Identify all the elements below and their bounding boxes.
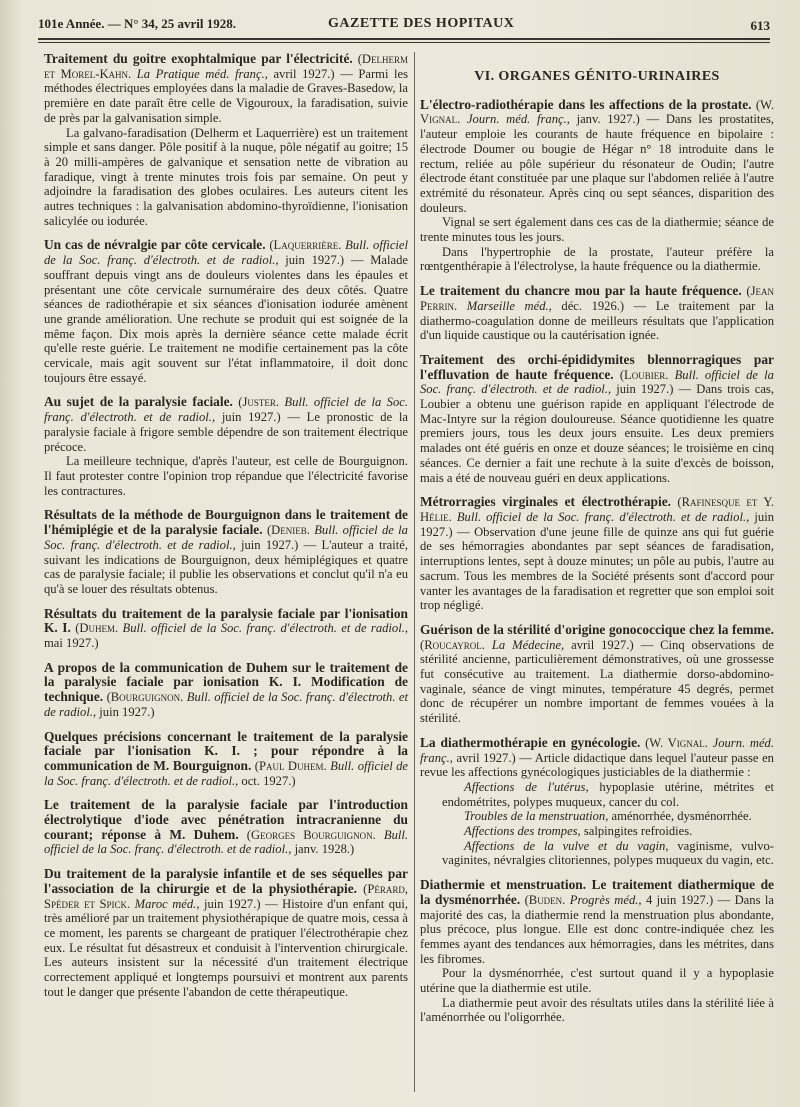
article-title: Traitement du goitre exophtalmique par l'électricité. xyxy=(44,51,353,66)
article-paragraph: — Dans la majorité des cas, la diathermie rend la menstruation plus abondante, plus précoce, plus longue. Elle est donc contre-indiquée chez les femmes ayant des tendances aux hémorragies, dans les métrites, dans les fibromes. xyxy=(420,892,774,966)
article-authors: (W. Vignal. xyxy=(420,97,774,127)
article-lead xyxy=(420,495,774,613)
list-item-label: Affections des trompes, xyxy=(464,824,581,839)
article-paragraph: La galvano-faradisation (Delherm et Laquerrière) est un traitement simple et sans danger. Pôle positif à la nuque, pôle négatif au goitre; 15 à 20 milli-ampères de galvanique et sensation nette de vibration au faradique, vingt à trente minutes trois fois par semaine. On peut y adjoindre la faradisation des globes oculaires. Les auteurs citent les autres techniques : la galvanisation abdomino-thyroïdienne, l'ionisation salicylée ou iodurée. xyxy=(44,125,408,228)
article xyxy=(44,508,408,596)
list-item xyxy=(420,824,774,839)
article-title: Au sujet de la paralysie faciale. xyxy=(44,394,233,410)
article-date: avril 1927.) xyxy=(273,66,335,81)
article-journal: Marseille méd., xyxy=(466,298,552,313)
article-date: juin 1927.) xyxy=(420,509,774,539)
article-authors: (Buden. xyxy=(524,892,566,907)
article-paragraph: — Histoire d'un enfant qui, très amélioré par un traitement physiothérapique de quatre mois, cessa à ce moment, les parents se chargeant de pratiquer l'électrothérapie chez eux. Le résultat fut désastreux et conduisit à l'intervention chirurgicale. Les auteurs insistent sur la nécessité d'un traitement électrique correctement appliqué et longtemps poursuivi et montrent aux parents tout le danger que présente l'abandon de cette thérapeutique. xyxy=(44,896,408,999)
article-lead xyxy=(44,798,408,857)
article-title: Le traitement de la paralysie faciale par l'introduction électrolytique d'iode avec pénétration intracranienne du courant; réponse à M. Duhem. xyxy=(44,797,408,842)
article-paragraph: Dans l'hypertrophie de la prostate, l'auteur préfère la rœntgenthérapie à l'électrolyse, la haute fréquence ou la diathermie. xyxy=(420,244,774,274)
article-date: mai 1927.) xyxy=(44,636,99,651)
article-lead xyxy=(44,395,408,454)
list-item-label: Affections de la vulve et du vagin, xyxy=(464,838,669,853)
article-lead xyxy=(420,623,774,726)
article-journal: La Pratique méd. franç., xyxy=(136,66,268,81)
issue-line: 101e Année. — N° 34, 25 avril 1928. xyxy=(38,16,237,31)
article-authors: (Rafinesque et Y. Hélie. xyxy=(420,495,774,524)
article xyxy=(44,52,408,228)
journal-title: GAZETTE DES HOPITAUX xyxy=(328,16,515,31)
article-paragraph: Vignal se sert également dans ces cas de la diathermie; séance de trente minutes tous les jours. xyxy=(420,215,774,245)
list-item xyxy=(420,780,774,809)
article-paragraph: — Le traitement par la diathermo-coagulation donne de meilleurs résultats que l'application d'un liquide caustique ou la cautérisation ignée. xyxy=(420,298,774,343)
article-authors: (Paul Duhem. xyxy=(254,758,327,773)
article-date: juin 1927.) xyxy=(616,382,674,397)
article xyxy=(420,284,774,343)
article-journal: Bull. officiel de la Soc. franç. d'électroth. et de radiol., xyxy=(44,395,408,425)
article-paragraph: — Le pronostic de la paralysie faciale à frigore semble dépendre de son traitement électrique précoce. xyxy=(44,410,408,454)
list-item-text: vaginisme, vulvo-vaginites, névralgies clitoriennes, polypes muqueux du vagin, etc. xyxy=(442,838,775,868)
article-authors: (Bourguignon. xyxy=(106,690,184,705)
article-lead xyxy=(44,52,408,126)
article-authors: (Laquerrière. xyxy=(269,238,342,253)
article xyxy=(420,878,774,1025)
article-journal: Bull. officiel de la Soc. franç. d'électroth. et de radiol., xyxy=(420,367,774,397)
article-authors: (Delherm et Morel-Kahn. xyxy=(44,52,408,81)
article xyxy=(44,661,408,720)
article-lead xyxy=(420,878,774,966)
article-date: juin 1927.) xyxy=(241,537,299,552)
article-journal: Bull. officiel de la Soc. franç. d'électroth. et de radiol., xyxy=(44,523,408,552)
article-authors: (Jean Perrin. xyxy=(420,284,774,313)
article-lead xyxy=(420,98,774,216)
article-journal: Progrès méd., xyxy=(569,892,642,907)
article-date: déc. 1926.) xyxy=(561,298,625,313)
article-paragraph: — Observation d'une jeune fille de quinze ans qui fut guérie de ses hémorragies abondantes par sept séances de faradisation, interruptions lentes, sept à douze minutes; un pôle au pubis, l'autre au sacrum. Tous les membres de la Société présents sont d'accord pour vanter les avantages de la faradisation et regretter que son emploi soit trop négligé. xyxy=(420,524,774,613)
article-authors: (Juster. xyxy=(238,395,280,410)
article-date: avril 1927.) xyxy=(456,750,516,765)
column-divider xyxy=(414,52,415,1092)
article-paragraph: — Dans trois cas, Loubier a obtenu une guérison rapide en appliquant l'électrode de Mac-Intyre sur la région douloureuse. Séance quotidienne les quatre premiers jours, tous les deux jours ensuite. Les deux premiers malades ont été guéris en onze et douze séances; le troisième en cinq séances. Ce dernier a fait une rechute à la suite d'excès de boisson, mais a été de nouveau guéri en deux applications. xyxy=(420,382,774,485)
article-lead xyxy=(44,508,408,596)
article xyxy=(44,867,408,999)
article-paragraph: — Malade souffrant depuis vingt ans de douleurs violentes dans les épaules et présentant une côte cervicale surnuméraire des deux côtés. Quatre séances de radiothérapie et six séances d'ionisation iodurée amènent une grande amélioration. Une rechute se produit qui est soignée de la même façon. Dix mois après la dernière séance cette malade écrit qu'elle reste guérie. Le traitement ne modifie certainement pas la côte cervicale, mais agit souvent sur l'état inflammatoire, il doit donc toujours être essayé. xyxy=(44,253,408,385)
article-paragraph: Pour la dysménorrhée, c'est surtout quand il y a hypoplasie utérine que la diathermie est utile. xyxy=(420,966,774,996)
article-paragraph: — Parmi les méthodes électriques employées dans la maladie de Graves-Basedow, la première en date paraît être celle de Vigouroux, la faradisation, suivie de près par la galvanisation simple. xyxy=(44,66,409,125)
article-authors: (Loubier. xyxy=(619,367,669,382)
article-title: Diathermie et menstruation. Le traitement diathermique de la dysménorrhée. xyxy=(420,877,774,907)
article-paragraph: — Cinq observations de stérilité ancienne, particulièrement démonstratives, où une grossesse fut consécutive au traitement. La diathermie dorso-abdomino-vaginale, séance de vingt minutes, température 45 degrés, permet donc de récupérer un nombre important de femmes vouées à la stérilité. xyxy=(420,637,775,726)
header-rule-thin xyxy=(38,42,770,43)
article-journal: Bull. officiel de la Soc. franç. d'électroth. et de radiol., xyxy=(44,238,408,268)
article xyxy=(44,238,408,385)
article-journal: Journ. méd. franç., xyxy=(420,735,774,765)
article-paragraph: La meilleure technique, d'après l'auteur, est celle de Bourguignon. Il faut protester contre l'opinion trop répandue que l'électricité favorise les contractures. xyxy=(44,454,408,498)
article-journal: Maroc méd., xyxy=(134,896,200,911)
article xyxy=(44,607,408,651)
page-header xyxy=(38,14,770,36)
list-item-text: aménorrhée, dysménorrhée. xyxy=(608,809,752,824)
article xyxy=(420,623,774,726)
list-item xyxy=(420,809,774,824)
article xyxy=(420,353,774,485)
article-lead xyxy=(420,284,774,343)
article-paragraph: — Dans les prostatites, l'auteur emploie les courants de haute fréquence en bipolaire : électrode Doumer ou bougie de Hégar n° 18 introduite dans le rectum, reliée au pôle supérieur du résonateur de Oudin; l'autre électrode étant constituée par une plaque sur l'abdomen reliée à l'autre extrémité du résonateur. Après cinq ou sept séances, disparition des douleurs. xyxy=(420,112,775,215)
article-title: Guérison de la stérilité d'origine gonococcique chez la femme. xyxy=(420,621,774,637)
article xyxy=(44,395,408,498)
article-journal: Bull. officiel de la Soc. franç. d'électroth. et de radiol., xyxy=(122,621,409,636)
article-authors: (Georges Bourguignon. xyxy=(246,827,376,842)
article-paragraph: — Article didactique dans lequel l'auteur passe en revue les affections gynécologiques justiciables de la diathermie : xyxy=(420,750,774,780)
article-date: janv. 1927.) xyxy=(576,112,640,127)
article-journal: Bull. officiel de la Soc. franç. d'électroth. et de radiol., xyxy=(44,690,408,719)
article-title: Métrorragies virginales et électrothérapie. xyxy=(420,494,671,510)
article-authors: (W. Vignal. xyxy=(645,735,708,750)
article-title: Du traitement de la paralysie infantile et de ses séquelles par l'association de la chirurgie et de la physiothérapie. xyxy=(44,866,408,896)
article-title: Quelques précisions concernant le traitement de la paralysie faciale par l'ionisation K. I. ; pour répondre à la communication de M. Bourguignon. xyxy=(44,728,408,773)
article-paragraph: La diathermie peut avoir des résultats utiles dans la stérilité liée à l'aménorrhée ou l'oligorrhée. xyxy=(420,995,774,1025)
article-lead xyxy=(44,607,408,651)
article-authors: (Denieb. xyxy=(266,523,310,538)
article-title: Un cas de névralgie par côte cervicale. xyxy=(44,237,266,253)
list-item-text: salpingites refroidies. xyxy=(580,824,693,839)
article-date: juin 1927.) xyxy=(285,253,345,268)
right-articles xyxy=(420,98,774,1025)
article-title: Le traitement du chancre mou par la haute fréquence. xyxy=(420,283,742,299)
right-column xyxy=(420,52,774,1035)
article-authors: (Pérard, Spéder et Spick. xyxy=(44,881,408,911)
page-number: 613 xyxy=(750,18,770,33)
article-lead xyxy=(44,661,408,720)
article xyxy=(420,98,774,274)
article-date: 4 juin 1927.) xyxy=(645,892,714,907)
list-item-label: Troubles de la menstruation, xyxy=(464,809,609,824)
article-lead xyxy=(420,736,774,780)
article-date: juin 1927.) xyxy=(203,896,261,911)
article-journal: Bull. officiel de la Soc. franç. d'électroth. et de radiol., xyxy=(44,827,409,857)
article-lead xyxy=(44,730,408,789)
article-title: La diathermothérapie en gynécologie. xyxy=(420,734,641,750)
article-paragraph: — L'auteur a traité, suivant les indications de Bourguignon, deux hémiplégiques et quatre cas de paralysie faciale; il publie les observations et conclut qu'il n'a eu qu'à se louer des résultats obtenus. xyxy=(44,537,408,596)
article-journal: Bull. officiel de la Soc. franç. d'électroth. et de radiol., xyxy=(44,758,409,788)
article-date: avril 1927.) xyxy=(571,637,634,652)
article xyxy=(420,736,774,868)
article-title: Traitement des orchi-épididymites blennorragiques par l'effluvation de haute fréquence. xyxy=(420,351,774,382)
article-authors: (Roucayrol. xyxy=(420,637,485,652)
article-date: juin 1927.) xyxy=(99,704,155,719)
article-title: Résultats de la méthode de Bourguignon dans le traitement de l'hémiplégie et de la paralysie faciale. xyxy=(44,507,408,538)
article-journal: Journ. méd. franç., xyxy=(466,112,570,127)
article-journal: La Médecine, xyxy=(491,637,565,652)
article-authors: (Duhem. xyxy=(75,621,119,636)
article-lead xyxy=(420,353,774,485)
list-item xyxy=(420,839,774,868)
header-rule xyxy=(38,38,770,40)
section-title: VI. ORGANES GÉNITO-URINAIRES xyxy=(474,69,720,84)
article-title: A propos de la communication de Duhem sur le traitement de la paralysie faciale par ionisation K. I. Modification de technique. xyxy=(44,659,408,705)
article-lead xyxy=(44,867,408,999)
article-date: juin 1927.) xyxy=(221,410,281,425)
list-item-text: hypoplasie utérine, métrites et endométrites, polypes muqueux, cancer du col. xyxy=(442,779,774,809)
article-date: janv. 1928.) xyxy=(294,842,355,857)
article-lead xyxy=(44,238,408,385)
article-title: Résultats du traitement de la paralysie faciale par l'ionisation K. I. xyxy=(44,605,408,636)
article-date: oct. 1927.) xyxy=(241,773,296,788)
article-title: L'électro-radiothérapie dans les affections de la prostate. xyxy=(420,96,752,112)
left-column xyxy=(44,52,408,1009)
article xyxy=(44,730,408,789)
article xyxy=(44,798,408,857)
list-item-label: Affections de l'utérus, xyxy=(464,779,589,794)
article-journal: Bull. officiel de la Soc. franç. d'électroth. et de radiol., xyxy=(456,509,750,524)
article xyxy=(420,495,774,613)
